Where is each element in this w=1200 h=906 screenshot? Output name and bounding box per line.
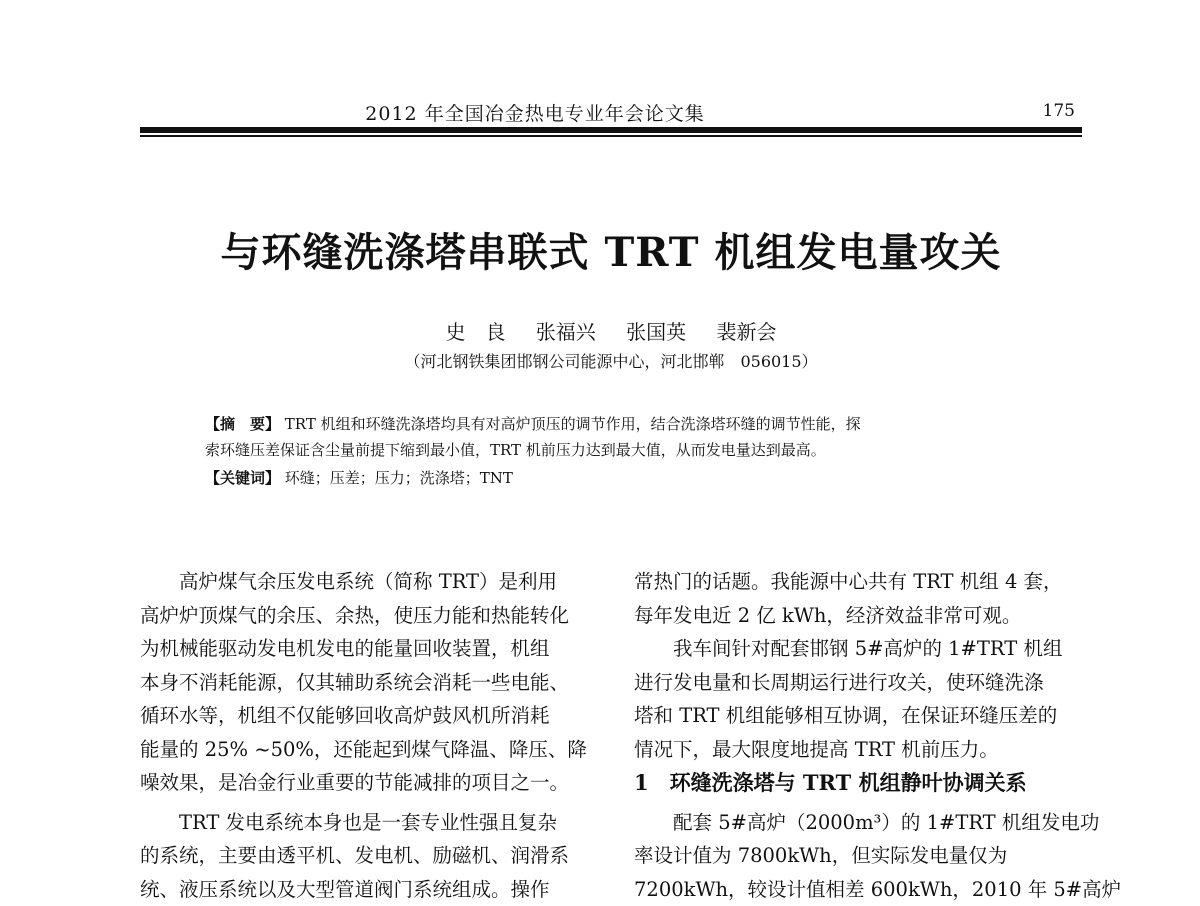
body-line: 高炉煤气余压发电系统（简称 TRT）是利用	[140, 565, 600, 599]
author-name: 裴新会	[717, 320, 777, 344]
abstract-line-1	[205, 411, 1035, 437]
keywords-text: 环缝；压差；压力；洗涤塔；TNT	[285, 469, 513, 487]
body-line: 常热门的话题。我能源中心共有 TRT 机组 4 套，	[634, 565, 1084, 599]
running-header-title: 2012 年全国冶金热电专业年会论文集	[140, 99, 930, 126]
header-rule-thin	[140, 135, 1082, 137]
author-name: 张国英	[626, 320, 686, 344]
body-line: 情况下，最大限度地提高 TRT 机前压力。	[634, 733, 1084, 767]
abstract-line-2: 索环缝压差保证含尘量前提下缩到最小值，TRT 机前压力达到最大值，从而发电量达到最高。	[205, 437, 1035, 463]
abstract-label: 【摘 要】	[205, 415, 280, 433]
keywords-label: 【关键词】	[205, 469, 280, 487]
author-list	[140, 316, 1082, 345]
body-line: 我车间针对配套邯钢 5#高炉的 1#TRT 机组	[634, 632, 1084, 666]
header-rule-thick	[140, 127, 1082, 133]
body-line: 配套 5#高炉（2000m³）的 1#TRT 机组发电功	[634, 806, 1084, 840]
body-left-column	[140, 565, 600, 906]
body-line: 率设计值为 7800kWh，但实际发电量仅为	[634, 839, 1084, 873]
body-line: 本身不消耗能源，仅其辅助系统会消耗一些电能、	[140, 666, 600, 700]
body-line: 统、液压系统以及大型管道阀门系统组成。操作	[140, 873, 600, 906]
body-line: 塔和 TRT 机组能够相互协调，在保证环缝压差的	[634, 699, 1084, 733]
author-name: 张福兴	[536, 320, 596, 344]
affiliation: （河北钢铁集团邯钢公司能源中心，河北邯郸 056015）	[140, 349, 1082, 372]
body-line: 的系统，主要由透平机、发电机、励磁机、润滑系	[140, 839, 600, 873]
body-line: 循环水等，机组不仅能够回收高炉鼓风机所消耗	[140, 699, 600, 733]
body-line: 高炉炉顶煤气的余压、余热，使压力能和热能转化	[140, 599, 600, 633]
keywords-line	[205, 465, 1035, 491]
body-line: TRT 发电系统本身也是一套专业性强且复杂	[140, 806, 600, 840]
body-line: 7200kWh，较设计值相差 600kWh，2010 年 5#高炉	[634, 873, 1084, 906]
body-line: 每年发电近 2 亿 kWh，经济效益非常可观。	[634, 599, 1084, 633]
body-line: 进行发电量和长周期运行进行攻关，使环缝洗涤	[634, 666, 1084, 700]
body-line: 能量的 25% ~50%，还能起到煤气降温、降压、降	[140, 733, 600, 767]
body-right-column	[634, 565, 1084, 906]
body-line: 为机械能驱动发电机发电的能量回收装置，机组	[140, 632, 600, 666]
section-heading: 1 环缝洗涤塔与 TRT 机组静叶协调关系	[634, 766, 1084, 800]
abstract-text: TRT 机组和环缝洗涤塔均具有对高炉顶压的调节作用，结合洗涤塔环缝的调节性能，探	[285, 415, 861, 433]
body-line: 噪效果，是冶金行业重要的节能减排的项目之一。	[140, 766, 600, 800]
page-number: 175	[1030, 101, 1075, 121]
paper-title: 与环缝洗涤塔串联式 TRT 机组发电量攻关	[140, 221, 1082, 278]
author-name: 史 良	[445, 320, 505, 344]
